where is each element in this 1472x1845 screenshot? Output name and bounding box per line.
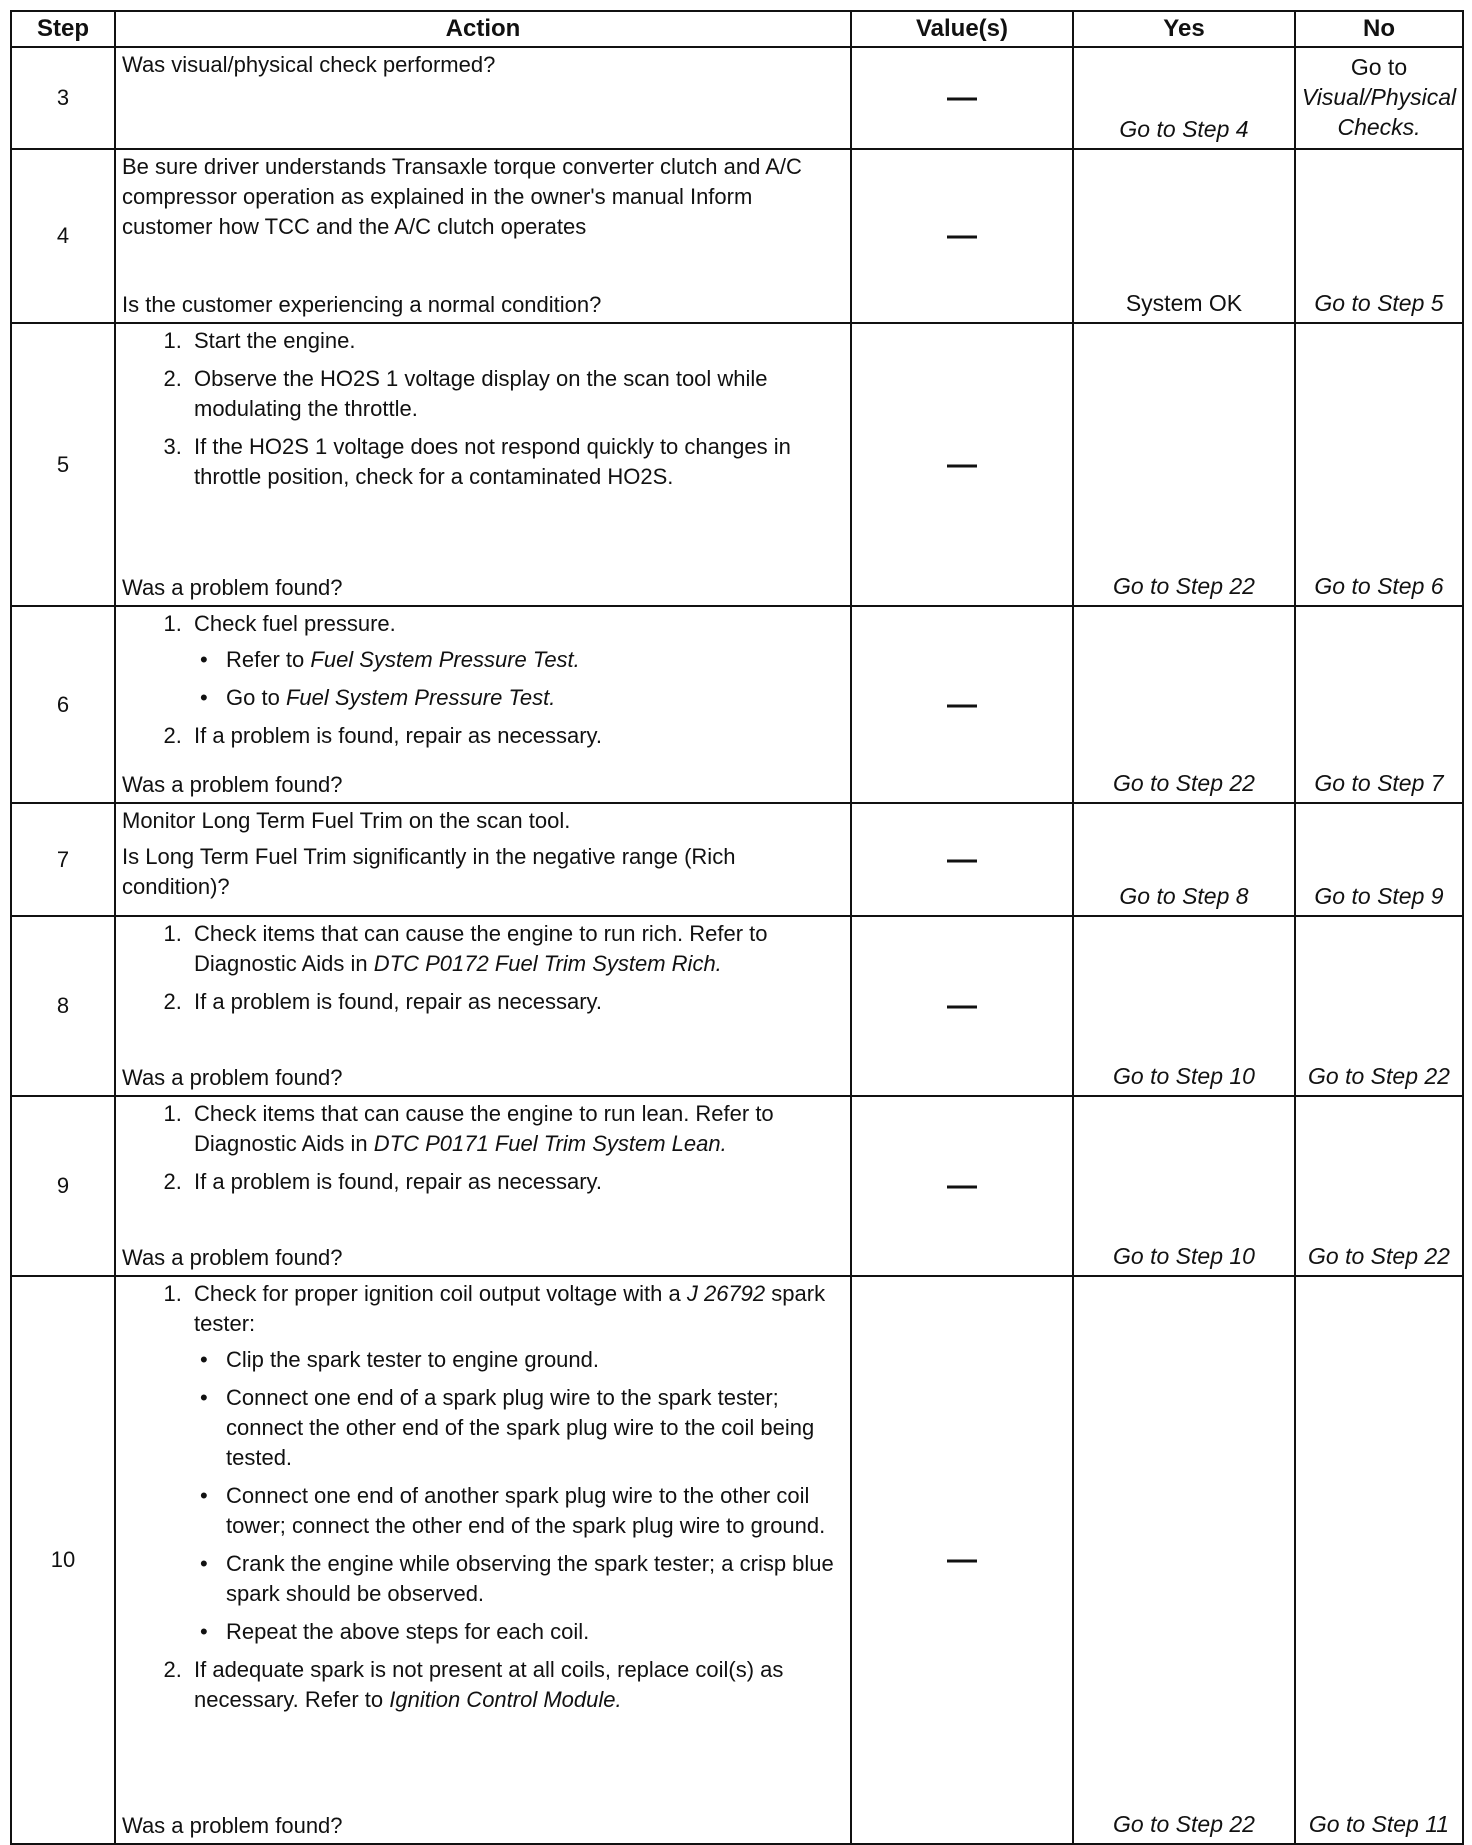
action-cell	[115, 323, 851, 606]
reference-link: DTC P0172 Fuel Trim System Rich.	[373, 951, 722, 976]
step-number: 10	[11, 1276, 115, 1844]
bullet-item	[226, 683, 844, 713]
bullet-list	[194, 1345, 844, 1647]
bullet-item: • Connect one end of another spark plug wire to the other coil tower; connect the other end of the spark plug wire to ground.	[226, 1481, 844, 1541]
action-question: Was a problem found?	[122, 1813, 343, 1838]
table-row-step-5	[11, 323, 1463, 606]
action-list	[122, 1279, 844, 1715]
action-question: Is the customer experiencing a normal condition?	[122, 292, 602, 317]
no-cell: Go to Step 22	[1295, 1096, 1463, 1276]
no-cell: Go to Step 22	[1295, 916, 1463, 1096]
yes-cell: Go to Step 10	[1073, 1096, 1295, 1276]
yes-cell: Go to Step 10	[1073, 916, 1295, 1096]
action-question: Is Long Term Fuel Trim significantly in the negative range (Rich condition)?	[122, 844, 736, 899]
list-item	[188, 609, 844, 713]
list-item-text: Check for proper ignition coil output voltage with a	[194, 1281, 681, 1306]
action-text: Monitor Long Term Fuel Trim on the scan tool.	[122, 808, 571, 833]
table-row-step-4	[11, 149, 1463, 323]
action-cell	[115, 47, 851, 149]
action-list	[122, 609, 844, 751]
header-step: Step	[11, 11, 115, 47]
header-yes: Yes	[1073, 11, 1295, 47]
action-text: Was visual/physical check performed?	[122, 52, 496, 77]
no-cell: Go to Step 5	[1295, 149, 1463, 323]
table-row-step-8	[11, 916, 1463, 1096]
value-dash: —	[851, 803, 1073, 916]
yes-cell: Go to Step 22	[1073, 323, 1295, 606]
list-item-text: Check items that can cause the engine to run rich. Refer to Diagnostic Aids in	[194, 921, 768, 976]
yes-cell: Go to Step 8	[1073, 803, 1295, 916]
header-no: No	[1295, 11, 1463, 47]
action-cell	[115, 149, 851, 323]
tool-reference: J 26792	[686, 1281, 766, 1306]
step-number: 3	[11, 47, 115, 149]
value-dash: —	[851, 149, 1073, 323]
step-number: 7	[11, 803, 115, 916]
list-item	[188, 1655, 844, 1715]
action-list	[122, 919, 844, 1017]
list-item: 2. If a problem is found, repair as necessary.	[188, 721, 844, 751]
table-row-step-3	[11, 47, 1463, 149]
table-row-step-9	[11, 1096, 1463, 1276]
action-text: Be sure driver understands Transaxle torque converter clutch and A/C compressor operation as explained in the owner's manual Inform customer how TCC and the A/C clutch operates	[122, 154, 802, 239]
yes-cell: Go to Step 22	[1073, 1276, 1295, 1844]
step-number: 9	[11, 1096, 115, 1276]
no-cell: Go to Step 11	[1295, 1276, 1463, 1844]
no-cell: Go to Step 9	[1295, 803, 1463, 916]
value-dash: —	[851, 1096, 1073, 1276]
action-cell	[115, 803, 851, 916]
bullet-item: • Connect one end of a spark plug wire to the spark tester; connect the other end of the spark plug wire to the coil being tested.	[226, 1383, 844, 1473]
reference-link: Fuel System Pressure Test.	[285, 685, 556, 710]
list-item-text: Check fuel pressure.	[194, 611, 396, 636]
bullet-list	[194, 645, 844, 713]
action-list	[122, 1099, 844, 1197]
yes-cell: System OK	[1073, 149, 1295, 323]
list-item	[188, 919, 844, 979]
bullet-text: Refer to	[226, 647, 305, 672]
action-cell	[115, 1096, 851, 1276]
no-cell: Go to Step 7	[1295, 606, 1463, 803]
list-item-text: spark tester:	[194, 1281, 826, 1336]
bullet-text: Go to	[226, 685, 280, 710]
action-cell	[115, 1276, 851, 1844]
diagnostic-table	[10, 10, 1464, 1845]
reference-link: Ignition Control Module.	[389, 1687, 622, 1712]
bullet-item: • Clip the spark tester to engine ground.	[226, 1345, 844, 1375]
step-number: 4	[11, 149, 115, 323]
list-item-text: Check items that can cause the engine to run lean. Refer to Diagnostic Aids in	[194, 1101, 774, 1156]
list-item: 2. If a problem is found, repair as necessary.	[188, 1167, 844, 1197]
list-item: 3. If the HO2S 1 voltage does not respond quickly to changes in throttle position, check for a contaminated HO2S.	[188, 432, 844, 492]
step-number: 8	[11, 916, 115, 1096]
reference-link: DTC P0171 Fuel Trim System Lean.	[373, 1131, 727, 1156]
reference-link: Fuel System Pressure Test.	[310, 647, 580, 672]
bullet-item: • Crank the engine while observing the spark tester; a crisp blue spark should be observed.	[226, 1549, 844, 1609]
bullet-item	[226, 645, 844, 675]
value-dash: —	[851, 916, 1073, 1096]
yes-cell: Go to Step 4	[1073, 47, 1295, 149]
list-item	[188, 1099, 844, 1159]
list-item: 1. Start the engine.	[188, 326, 844, 356]
action-question: Was a problem found?	[122, 1245, 343, 1270]
value-dash: —	[851, 323, 1073, 606]
value-dash: —	[851, 47, 1073, 149]
action-question: Was a problem found?	[122, 772, 343, 797]
header-row	[11, 11, 1463, 47]
action-question: Was a problem found?	[122, 1065, 343, 1090]
header-values: Value(s)	[851, 11, 1073, 47]
table-row-step-7	[11, 803, 1463, 916]
list-item-text: If adequate spark is not present at all coils, replace coil(s) as necessary. Refer to	[194, 1657, 784, 1712]
list-item: 2. Observe the HO2S 1 voltage display on the scan tool while modulating the throttle.	[188, 364, 844, 424]
step-number: 5	[11, 323, 115, 606]
no-cell	[1295, 47, 1463, 149]
step-number: 6	[11, 606, 115, 803]
list-item	[188, 1279, 844, 1647]
bullet-item: • Repeat the above steps for each coil.	[226, 1617, 844, 1647]
action-cell	[115, 916, 851, 1096]
action-cell	[115, 606, 851, 803]
no-link: Visual/Physical Checks.	[1301, 84, 1457, 140]
table-row-step-10	[11, 1276, 1463, 1844]
list-item: 2. If a problem is found, repair as necessary.	[188, 987, 844, 1017]
action-question: Was a problem found?	[122, 575, 343, 600]
value-dash: —	[851, 1276, 1073, 1844]
value-dash: —	[851, 606, 1073, 803]
action-list	[122, 326, 844, 492]
header-action: Action	[115, 11, 851, 47]
table-row-step-6	[11, 606, 1463, 803]
no-cell: Go to Step 6	[1295, 323, 1463, 606]
no-text: Go to	[1350, 54, 1408, 80]
yes-cell: Go to Step 22	[1073, 606, 1295, 803]
